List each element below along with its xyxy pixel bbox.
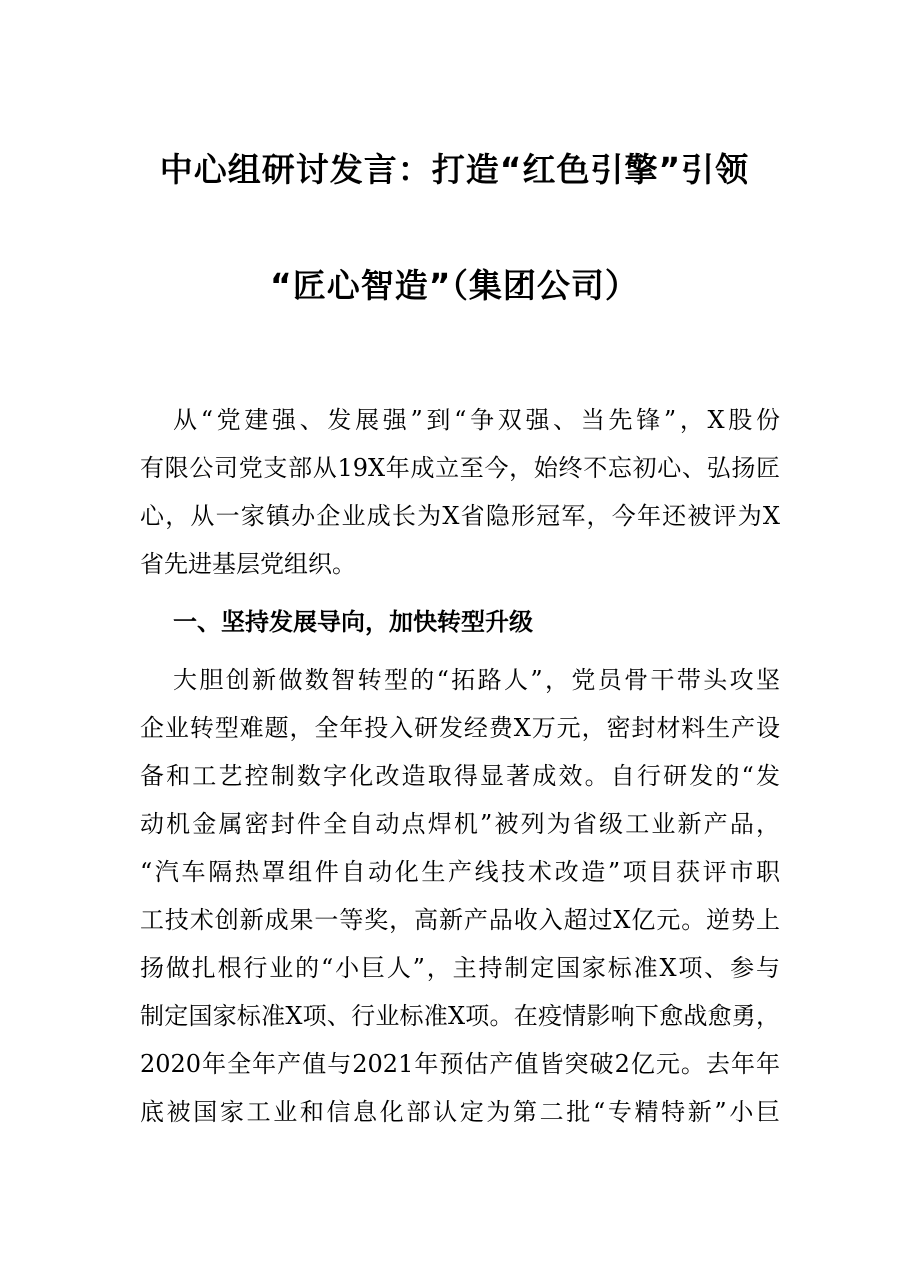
section-heading: 一、坚持发展导向，加快转型升级 [173, 608, 533, 636]
paragraph-1-line: 有限公司党支部从19X年成立至今，始终不忘初心、弘扬匠 [140, 454, 780, 482]
paragraph-1-line: 省先进基层党组织。 [140, 550, 356, 578]
paragraph-2-line: 底被国家工业和信息化部认定为第二批“专精特新”小巨 [140, 1098, 780, 1126]
document-title-line-2: “匠心智造”（集团公司） [270, 266, 639, 305]
paragraph-2-line: “汽车隔热罩组件自动化生产线技术改造”项目获评市职 [140, 858, 780, 886]
paragraph-2-line: 制定国家标准X项、行业标准X项。在疫情影响下愈战愈勇， [140, 1002, 780, 1030]
paragraph-2-line: 企业转型难题，全年投入研发经费X万元，密封材料生产设 [140, 714, 780, 742]
paragraph-2-line: 2020年全年产值与2021年预估产值皆突破2亿元。去年年 [140, 1050, 780, 1078]
paragraph-1-line: 从“党建强、发展强”到“争双强、当先锋”，X股份 [173, 406, 780, 434]
paragraph-2-line: 动机金属密封件全自动点焊机”被列为省级工业新产品， [140, 810, 780, 838]
paragraph-2-line: 工技术创新成果一等奖，高新产品收入超过X亿元。逆势上 [140, 906, 780, 934]
paragraph-2-line: 扬做扎根行业的“小巨人”，主持制定国家标准X项、参与 [140, 954, 780, 982]
paragraph-2-line: 备和工艺控制数字化改造取得显著成效。自行研发的“发 [140, 762, 780, 790]
paragraph-1-line: 心，从一家镇办企业成长为X省隐形冠军，今年还被评为X [140, 502, 780, 530]
paragraph-2-line: 大胆创新做数智转型的“拓路人”，党员骨干带头攻坚 [173, 666, 780, 694]
document-title-line-1: 中心组研讨发言：打造“红色引擎”引领 [159, 150, 750, 189]
